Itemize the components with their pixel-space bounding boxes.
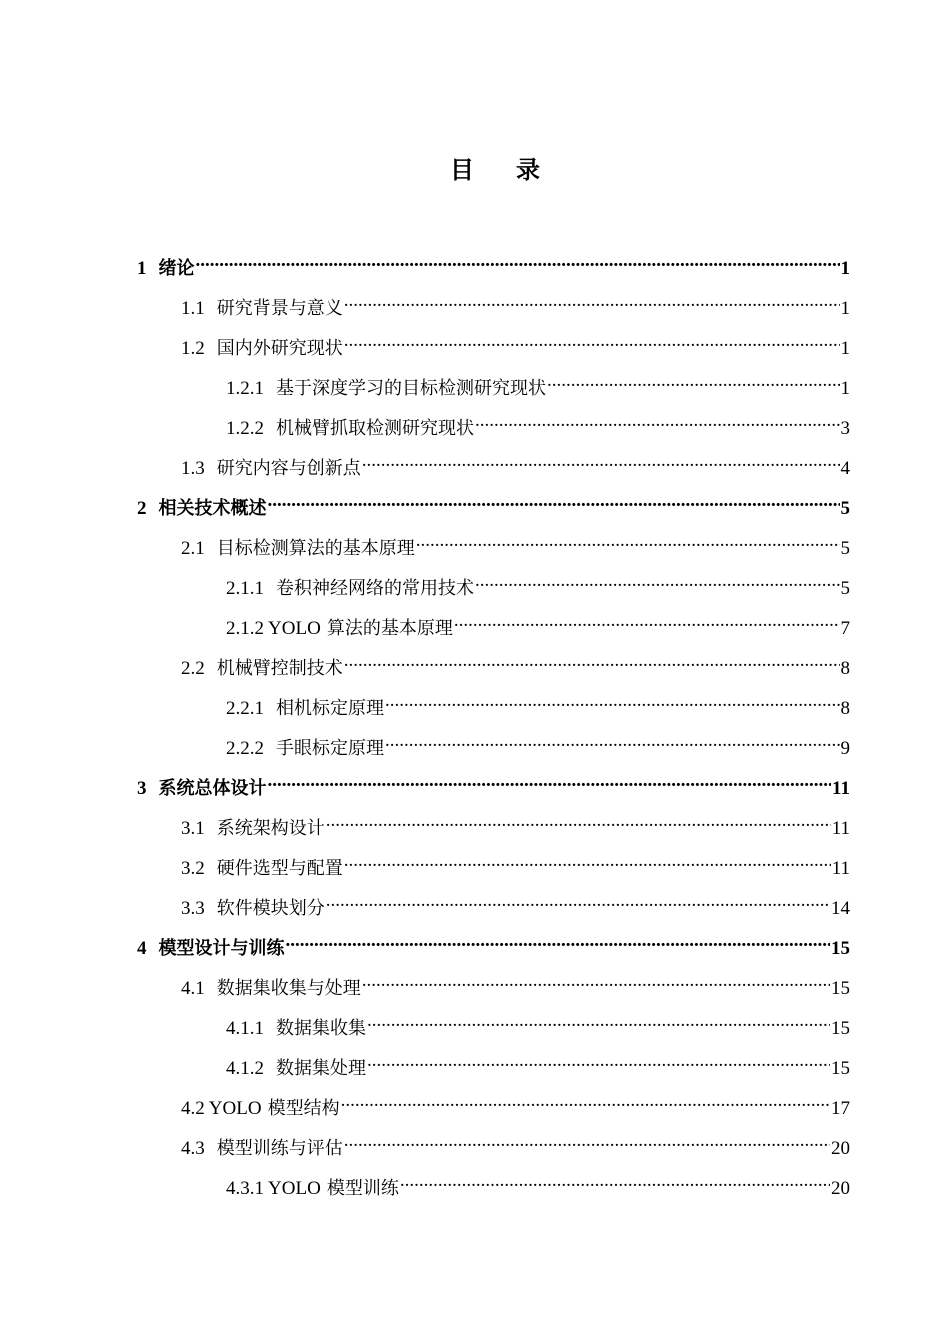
toc-entry-label: 机械臂抓取检测研究现状 (276, 418, 474, 439)
toc-entry-label: 模型训练 (326, 1178, 399, 1199)
toc-entry[interactable] (181, 326, 850, 359)
toc-entry-page: 3 (840, 418, 850, 439)
toc-entry-number: 1 (137, 258, 147, 279)
toc-entry[interactable] (226, 406, 850, 439)
toc-entry-page: 17 (831, 1098, 850, 1119)
toc-entry-page: 20 (831, 1138, 850, 1159)
toc-entry[interactable] (181, 1126, 850, 1159)
toc-entry-page: 8 (840, 658, 850, 679)
toc-entry[interactable] (181, 286, 850, 319)
toc-entry-number: 2.2 (181, 658, 205, 679)
toc-entry-label: 手眼标定原理 (276, 738, 384, 759)
toc-entry[interactable] (181, 806, 850, 839)
toc-dot-leader (362, 966, 830, 994)
toc-entry-label: 数据集收集与处理 (216, 978, 361, 999)
title-char-right: 录 (516, 156, 540, 184)
toc-entry-label: 数据集收集 (276, 1018, 366, 1039)
toc-entry-page: 7 (840, 618, 850, 639)
toc-entry-label: 国内外研究现状 (216, 338, 343, 359)
toc-dot-leader (268, 766, 832, 794)
toc-entry[interactable] (226, 566, 850, 599)
toc-entry-page: 1 (840, 298, 850, 319)
toc-entry[interactable] (137, 766, 850, 799)
toc-entry-number: 1.3 (181, 458, 205, 479)
toc-entry-page: 20 (831, 1178, 850, 1199)
toc-entry-page: 14 (831, 898, 850, 919)
toc-entry-label: 软件模块划分 (216, 898, 325, 919)
toc-entry-number: 1.1 (181, 298, 205, 319)
toc-entry-page: 5 (840, 538, 850, 559)
toc-dot-leader (385, 686, 840, 714)
toc-entry[interactable] (181, 446, 850, 479)
toc-dot-leader (454, 606, 840, 634)
toc-entry[interactable] (181, 846, 850, 879)
toc-entry[interactable] (181, 526, 850, 559)
toc-entry[interactable] (226, 1006, 850, 1039)
toc-dot-leader (326, 806, 831, 834)
page-title (0, 150, 950, 185)
toc-dot-leader (326, 886, 830, 914)
toc-entry-number: 3 (137, 778, 147, 799)
toc-entry-page: 11 (832, 778, 850, 799)
toc-entry-number: 1.2.2 (226, 418, 264, 439)
toc-entry-label: 系统总体设计 (158, 778, 267, 799)
toc-entry[interactable] (137, 246, 850, 279)
toc-entry-label: 硬件选型与配置 (216, 858, 343, 879)
toc-entry-page: 1 (840, 378, 850, 399)
toc-entry-label: 系统架构设计 (216, 818, 325, 839)
toc-dot-leader (344, 646, 840, 674)
toc-entry[interactable] (226, 366, 850, 399)
toc-entry[interactable] (137, 926, 850, 959)
toc-entry-number: 1.2 (181, 338, 205, 359)
toc-dot-leader (196, 246, 840, 274)
toc-dot-leader (547, 366, 840, 394)
toc-entry-page: 9 (840, 738, 850, 759)
toc-entry-label: 研究内容与创新点 (216, 458, 361, 479)
toc-entry-page: 5 (840, 578, 850, 599)
toc-entry-number: 2.2.1 (226, 698, 264, 719)
toc-entry-label: 绪论 (158, 258, 195, 279)
toc-dot-leader (341, 1086, 830, 1114)
toc-entry-number: 4.1.1 (226, 1018, 264, 1039)
toc-entry[interactable] (226, 606, 850, 639)
toc-entry-number: 4.2 YOLO (181, 1098, 262, 1119)
toc-entry-page: 5 (840, 498, 850, 519)
toc-entry-page: 1 (840, 338, 850, 359)
toc-entry-page: 15 (831, 1058, 850, 1079)
toc-dot-leader (416, 526, 840, 554)
toc-entry-label: 模型训练与评估 (216, 1138, 343, 1159)
toc-entry-page: 15 (831, 938, 850, 959)
toc-entry-number: 4.1.2 (226, 1058, 264, 1079)
toc-dot-leader (400, 1166, 830, 1194)
toc-entry-label: 研究背景与意义 (216, 298, 343, 319)
toc-entry-number: 2.1.1 (226, 578, 264, 599)
toc-entry-page: 15 (831, 1018, 850, 1039)
toc-entry-page: 1 (840, 258, 850, 279)
toc-entry-number: 2.2.2 (226, 738, 264, 759)
toc-entry[interactable] (226, 686, 850, 719)
title-char-left: 目 (450, 156, 474, 184)
toc-entry-label: 算法的基本原理 (326, 618, 453, 639)
toc-entry[interactable] (181, 1086, 850, 1119)
toc-dot-leader (268, 486, 840, 514)
toc-dot-leader (362, 446, 840, 474)
toc-entry-label: 相关技术概述 (158, 498, 267, 519)
toc-entry-number: 3.1 (181, 818, 205, 839)
toc-entry-label: 基于深度学习的目标检测研究现状 (276, 378, 546, 399)
toc-entry[interactable] (181, 886, 850, 919)
toc-dot-leader (344, 1126, 830, 1154)
toc-dot-leader (367, 1006, 830, 1034)
toc-entry-label: 机械臂控制技术 (216, 658, 343, 679)
toc-entry[interactable] (226, 1046, 850, 1079)
toc-entry-page: 15 (831, 978, 850, 999)
toc-dot-leader (475, 406, 840, 434)
toc-entry[interactable] (226, 1166, 850, 1199)
toc-entry-number: 4.3 (181, 1138, 205, 1159)
toc-entry-page: 11 (831, 818, 850, 839)
toc-entry-number: 3.2 (181, 858, 205, 879)
toc-dot-leader (475, 566, 840, 594)
toc-entry[interactable] (181, 646, 850, 679)
toc-entry-number: 4 (137, 938, 147, 959)
toc-entry-page: 8 (840, 698, 850, 719)
toc-dot-leader (286, 926, 831, 954)
toc-entry-page: 4 (840, 458, 850, 479)
toc-entry-number: 4.3.1 YOLO (226, 1178, 321, 1199)
toc-entry[interactable] (137, 486, 850, 519)
toc-dot-leader (344, 326, 840, 354)
toc-entry-number: 3.3 (181, 898, 205, 919)
toc-dot-leader (344, 846, 831, 874)
toc-entry-label: 相机标定原理 (276, 698, 384, 719)
toc-entry-number: 2.1.2 YOLO (226, 618, 321, 639)
toc-entry-label: 模型设计与训练 (158, 938, 285, 959)
toc-entry-page: 11 (831, 858, 850, 879)
toc-entry-number: 2.1 (181, 538, 205, 559)
toc-dot-leader (367, 1046, 830, 1074)
toc-entry-label: 目标检测算法的基本原理 (216, 538, 415, 559)
toc-dot-leader (385, 726, 840, 754)
toc-entry[interactable] (226, 726, 850, 759)
toc-entry-label: 模型结构 (267, 1098, 340, 1119)
toc-entry-label: 卷积神经网络的常用技术 (276, 578, 474, 599)
toc-entry-number: 2 (137, 498, 147, 519)
toc-dot-leader (344, 286, 840, 314)
toc-entry[interactable] (181, 966, 850, 999)
toc-entry-label: 数据集处理 (276, 1058, 366, 1079)
toc-entry-number: 1.2.1 (226, 378, 264, 399)
toc-entry-number: 4.1 (181, 978, 205, 999)
